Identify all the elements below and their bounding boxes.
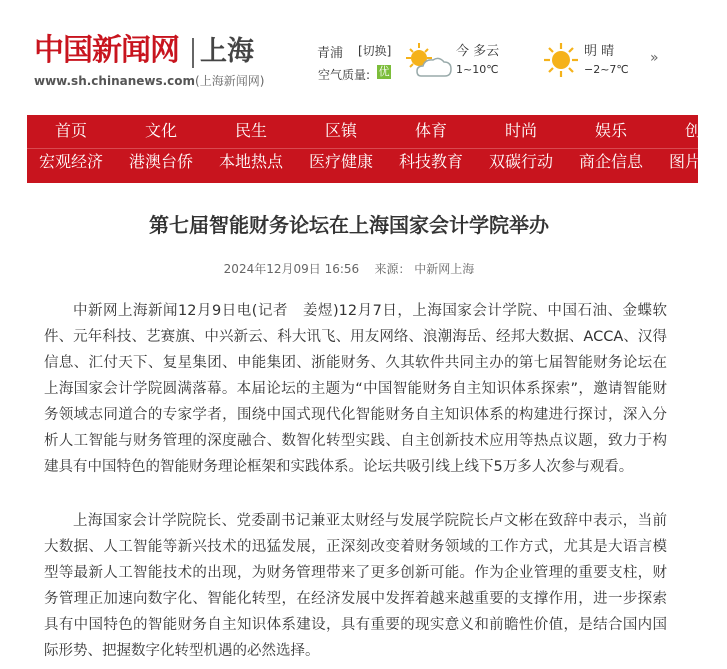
weather-tomorrow-temp: −2~7℃: [584, 63, 629, 76]
logo-city[interactable]: 上海: [200, 36, 254, 67]
site-url-domain: www.sh.chinanews.com: [34, 74, 196, 88]
nav-item-entertainment[interactable]: 娱乐: [595, 121, 628, 140]
weather-tomorrow-day: 明: [584, 44, 598, 59]
weather-today-temp: 1~10℃: [456, 63, 499, 76]
nav-divider: [27, 148, 698, 149]
logo-divider: [192, 38, 194, 68]
partly-cloudy-icon: [403, 40, 455, 80]
article-paragraph-1: 中新网上海新闻12月9日电(记者 姜煜)12月7日，上海国家会计学院、中国石油、金蝶软件、元年科技、艺赛旗、中兴新云、科大讯飞、用友网络、浪潮海岳、经邦大数据、ACCA、汉得信息、汇付天下、复星集团、申能集团、浙能财务、久其软件共同主办的第七届智能财务论坛在上海国家会计学院圆满落幕。本届论坛的主题为“中国智能财务自主知识体系探索”，邀请智能财务领域志同道合的专家学者，围绕中国式现代化智能财务自主知识体系的构建进行探讨，深入分析人工智能与财务管理的深度融合、数智化转型实践、自主创新技术应用等热点议题，致力于构建具有中国特色的智能财务理论框架和实践体系。论坛共吸引线上线下5万多人次参与观看。: [44, 303, 667, 475]
nav-item-districts[interactable]: 区镇: [325, 121, 358, 140]
weather-switch-link[interactable]: [切换]: [358, 44, 392, 58]
weather-tomorrow-text: 晴: [601, 44, 615, 59]
air-quality-badge: 优: [378, 65, 390, 78]
main-nav: [27, 115, 702, 183]
weather-today-text: 多云: [473, 44, 500, 59]
article-source-link[interactable]: 中新网上海: [414, 262, 475, 276]
nav-item-local-hot[interactable]: 本地热点: [219, 152, 284, 171]
nav-item-macro-economy[interactable]: 宏观经济: [39, 152, 104, 171]
nav-item-culture[interactable]: 文化: [145, 121, 178, 140]
weather-more-arrow[interactable]: »: [650, 50, 659, 66]
nav-item-sports[interactable]: 体育: [415, 121, 448, 140]
nav-item-pictures[interactable]: 图片: [669, 152, 702, 171]
nav-item-creative[interactable]: 创: [685, 121, 702, 140]
article-paragraph-2: 上海国家会计学院院长、党委副书记兼亚太财经与发展学院院长卢文彬在致辞中表示，当前大数据、人工智能等新兴技术的迅猛发展，正深刻改变着财务领域的工作方式，尤其是大语言模型等最新人工智能技术的出现，为财务管理带来了更多创新可能。作为企业管理的重要支柱，财务管理正加速向数字化、智能化转型，在经济发展中发挥着越来越重要的支撑作用，进一步探索具有中国特色的智能财务自主知识体系建设，具有重要的现实意义和前瞻性价值，是结合国内国际形势、把握数字化转型机遇的必然选择。: [44, 513, 667, 659]
nav-item-dual-carbon[interactable]: 双碳行动: [489, 152, 554, 171]
nav-item-business-info[interactable]: 商企信息: [579, 152, 644, 171]
site-url-suffix: (上海新闻网): [195, 74, 265, 88]
weather-city: 青浦: [317, 46, 344, 61]
article-source-label: 来源：: [374, 262, 411, 276]
air-quality-label: 空气质量:: [318, 68, 371, 82]
nav-row-primary: [27, 119, 727, 149]
article-title: 第七届智能财务论坛在上海国家会计学院举办: [149, 213, 549, 237]
site-url: [34, 73, 264, 89]
weather-tomorrow-condition: [584, 40, 614, 59]
nav-row-secondary: [27, 150, 727, 180]
sunny-icon: [543, 42, 579, 78]
nav-item-home[interactable]: 首页: [55, 121, 88, 140]
site-logo[interactable]: 中国新闻网: [34, 33, 179, 68]
weather-today-day: 今: [456, 44, 470, 59]
nav-item-fashion[interactable]: 时尚: [505, 121, 538, 140]
nav-item-tech-edu[interactable]: 科技教育: [399, 152, 464, 171]
article-date: 2024年12月09日 16:56: [223, 262, 360, 276]
weather-today-condition: [456, 40, 499, 59]
nav-item-hk-macau-taiwan[interactable]: 港澳台侨: [129, 152, 194, 171]
nav-item-health[interactable]: 医疗健康: [309, 152, 374, 171]
article-meta: [0, 260, 698, 278]
nav-item-livelihood[interactable]: 民生: [235, 121, 268, 140]
site-header: [0, 0, 698, 115]
